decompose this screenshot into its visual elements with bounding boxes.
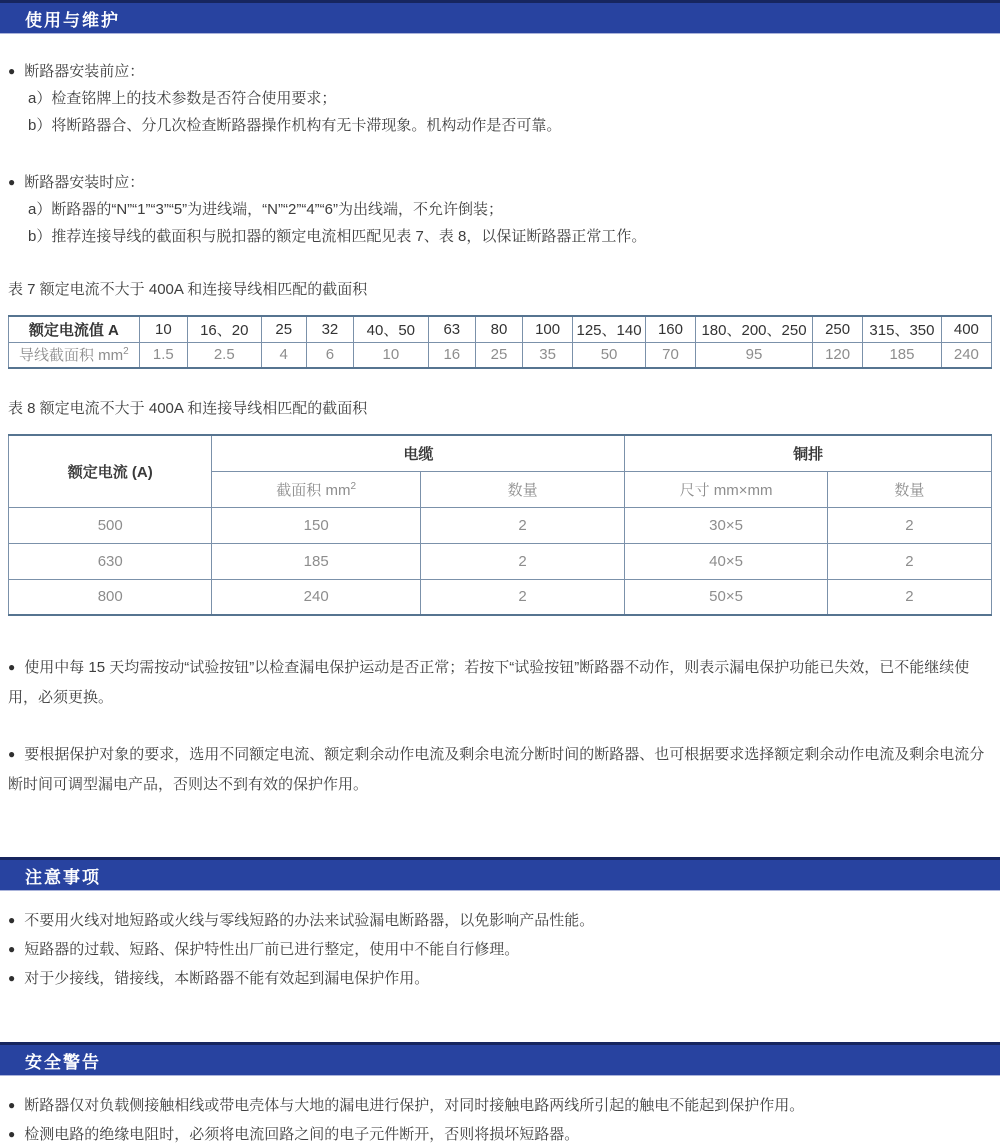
- table8-title: 表 8 额定电流不大于 400A 和连接导线相匹配的截面积: [8, 400, 368, 417]
- lead-text: 断路器安装时应：: [24, 174, 145, 191]
- table8-cell: 40×5: [625, 543, 827, 579]
- maintenance-paragraph: [8, 652, 992, 713]
- table8: [8, 434, 992, 616]
- bullet-icon: ●: [8, 971, 16, 985]
- table8-data-row: [9, 579, 992, 615]
- table7-section-cell: 50: [573, 342, 646, 368]
- table8-group-header-row: [9, 435, 992, 471]
- table8-cell: 2: [420, 579, 624, 615]
- table8-cell: 50×5: [625, 579, 827, 615]
- table7-title: 表 7 额定电流不大于 400A 和连接导线相匹配的截面积: [8, 281, 368, 298]
- table7-section-cell: 4: [261, 342, 306, 368]
- table7-current-cell: 100: [523, 316, 573, 342]
- lead-text: 断路器安装前应：: [24, 63, 145, 80]
- superscript: 2: [350, 480, 357, 492]
- table7-section-cell: 95: [696, 342, 813, 368]
- table7-current-cell: 315、350: [863, 316, 942, 342]
- table7-current-cell: 25: [261, 316, 306, 342]
- table7-section-cell: 185: [863, 342, 942, 368]
- table7-header-row: [9, 316, 992, 342]
- table7-current-cell: 10: [139, 316, 187, 342]
- table7-current-cell: 160: [645, 316, 695, 342]
- table8-busbar-group-header: 铜排: [625, 435, 992, 471]
- table8-cell: 2: [420, 507, 624, 543]
- table7-section-cell: 1.5: [139, 342, 187, 368]
- list-item: [8, 965, 992, 992]
- note-text: 短路器的过载、短路、保护特性出厂前已进行整定，使用中不能自行修理。: [24, 941, 520, 958]
- table7-current-cell: 80: [475, 316, 522, 342]
- table7-current-cell: 180、200、250: [696, 316, 813, 342]
- list-item: a）断路器的“N”“1”“3”“5”为进线端，“N”“2”“4”“6”为出线端，不允许倒装；: [28, 201, 503, 218]
- paragraph-text: 要根据保护对象的要求，选用不同额定电流、额定剩余动作电流及剩余电流分断时间的断路器、也可根据要求选择额定剩余动作电流及剩余电流分断时间可调型漏电产品，否则达不到有效的保护作用。: [8, 746, 985, 793]
- table8-cell: 500: [9, 507, 212, 543]
- table7-section-cell: 2.5: [187, 342, 261, 368]
- table8-cell: 185: [212, 543, 420, 579]
- table7-data-row: [9, 342, 992, 368]
- table7-section-cell: 6: [306, 342, 353, 368]
- section-header-use-maintenance: [0, 0, 1000, 34]
- table7-current-cell: 400: [941, 316, 991, 342]
- bullet-icon: ●: [8, 942, 16, 956]
- paragraph-text: 使用中每 15 天均需按动“试验按钮”以检查漏电保护运动是否正常；若按下“试验按钮”断路器不动作，则表示漏电保护功能已失效，已不能继续使用，必须更换。: [8, 659, 970, 706]
- bullet-icon: ●: [8, 747, 16, 761]
- table8-cell: 2: [827, 579, 991, 615]
- table7-row-label-text: 导线截面积 mm: [19, 347, 124, 365]
- table8-cable-section-header: [212, 471, 420, 507]
- table8-cell: 630: [9, 543, 212, 579]
- install-before-group: [8, 58, 992, 139]
- install-during-group: [8, 169, 992, 250]
- table7-current-cell: 250: [813, 316, 863, 342]
- table7-section-cell: 70: [645, 342, 695, 368]
- list-item: [8, 1092, 992, 1119]
- table7-section-cell: 10: [354, 342, 429, 368]
- list-item: b）将断路器合、分几次检查断路器操作机构有无卡滞现象。机构动作是否可靠。: [28, 117, 562, 134]
- use-maintenance-content: [0, 58, 1000, 800]
- table7-section-cell: 120: [813, 342, 863, 368]
- table8-cell: 150: [212, 507, 420, 543]
- table8-cell: 2: [420, 543, 624, 579]
- section-title-use-maintenance: 使用与维护: [25, 10, 120, 30]
- list-item: a）检查铭牌上的技术参数是否符合使用要求；: [28, 90, 337, 107]
- table8-cell: 30×5: [625, 507, 827, 543]
- note-text: 不要用火线对地短路或火线与零线短路的办法来试验漏电断路器，以免影响产品性能。: [24, 912, 595, 929]
- table7-section-cell: 240: [941, 342, 991, 368]
- notes-content: [0, 907, 1000, 992]
- table8-busbar-size-header: 尺寸 mm×mm: [625, 471, 827, 507]
- bullet-icon: ●: [8, 64, 16, 78]
- table7-current-cell: 32: [306, 316, 353, 342]
- bullet-icon: ●: [8, 660, 16, 674]
- table8-cell: 2: [827, 543, 991, 579]
- table7-current-cell: 16、20: [187, 316, 261, 342]
- note-text: 对于少接线，错接线，本断路器不能有效起到漏电保护作用。: [24, 970, 430, 987]
- bullet-lead-row: [8, 58, 992, 85]
- list-item: [8, 907, 992, 934]
- table7-row-label: 额定电流值 A: [9, 316, 140, 342]
- table7-section-cell: 16: [428, 342, 475, 368]
- table8-data-row: [9, 507, 992, 543]
- table8-cable-group-header: 电缆: [212, 435, 625, 471]
- table7: [8, 315, 992, 369]
- section-title-notes: 注意事项: [25, 867, 101, 887]
- bullet-icon: ●: [8, 913, 16, 927]
- section-header-notes: [0, 857, 1000, 891]
- notes-bullet-list: [8, 907, 992, 992]
- table8-cable-section-text: 截面积 mm: [276, 481, 351, 499]
- list-item: b）推荐连接导线的截面积与脱扣器的额定电流相匹配见表 7、表 8，以保证断路器正常工作。: [28, 228, 647, 245]
- table7-current-cell: 40、50: [354, 316, 429, 342]
- table8-cable-qty-header: 数量: [420, 471, 624, 507]
- bullet-icon: ●: [8, 175, 16, 189]
- table8-cell: 800: [9, 579, 212, 615]
- table8-cell: 240: [212, 579, 420, 615]
- table8-busbar-qty-header: 数量: [827, 471, 991, 507]
- table7-current-cell: 125、140: [573, 316, 646, 342]
- safety-warning-content: [0, 1092, 1000, 1148]
- table7-row-label: [9, 342, 140, 368]
- table8-cell: 2: [827, 507, 991, 543]
- bullet-icon: ●: [8, 1098, 16, 1112]
- section-title-safety-warning: 安全警告: [25, 1052, 101, 1072]
- table7-section-cell: 25: [475, 342, 522, 368]
- list-item: [8, 1121, 992, 1148]
- warning-bullet-list: [8, 1092, 992, 1148]
- warning-text: 检测电路的绝缘电阻时，必须将电流回路之间的电子元件断开，否则将损坏短路器。: [24, 1126, 580, 1143]
- list-item: [8, 936, 992, 963]
- table8-data-row: [9, 543, 992, 579]
- table7-current-cell: 63: [428, 316, 475, 342]
- table8-rated-current-header: 额定电流 (A): [9, 435, 212, 507]
- bullet-lead-row: [8, 169, 992, 196]
- bullet-icon: ●: [8, 1127, 16, 1141]
- warning-text: 断路器仅对负载侧接触相线或带电壳体与大地的漏电进行保护，对同时接触电路两线所引起的触电不能起到保护作用。: [24, 1097, 805, 1114]
- table7-section-cell: 35: [523, 342, 573, 368]
- section-header-safety-warning: [0, 1042, 1000, 1076]
- selection-paragraph: [8, 739, 992, 800]
- superscript: 2: [123, 346, 129, 358]
